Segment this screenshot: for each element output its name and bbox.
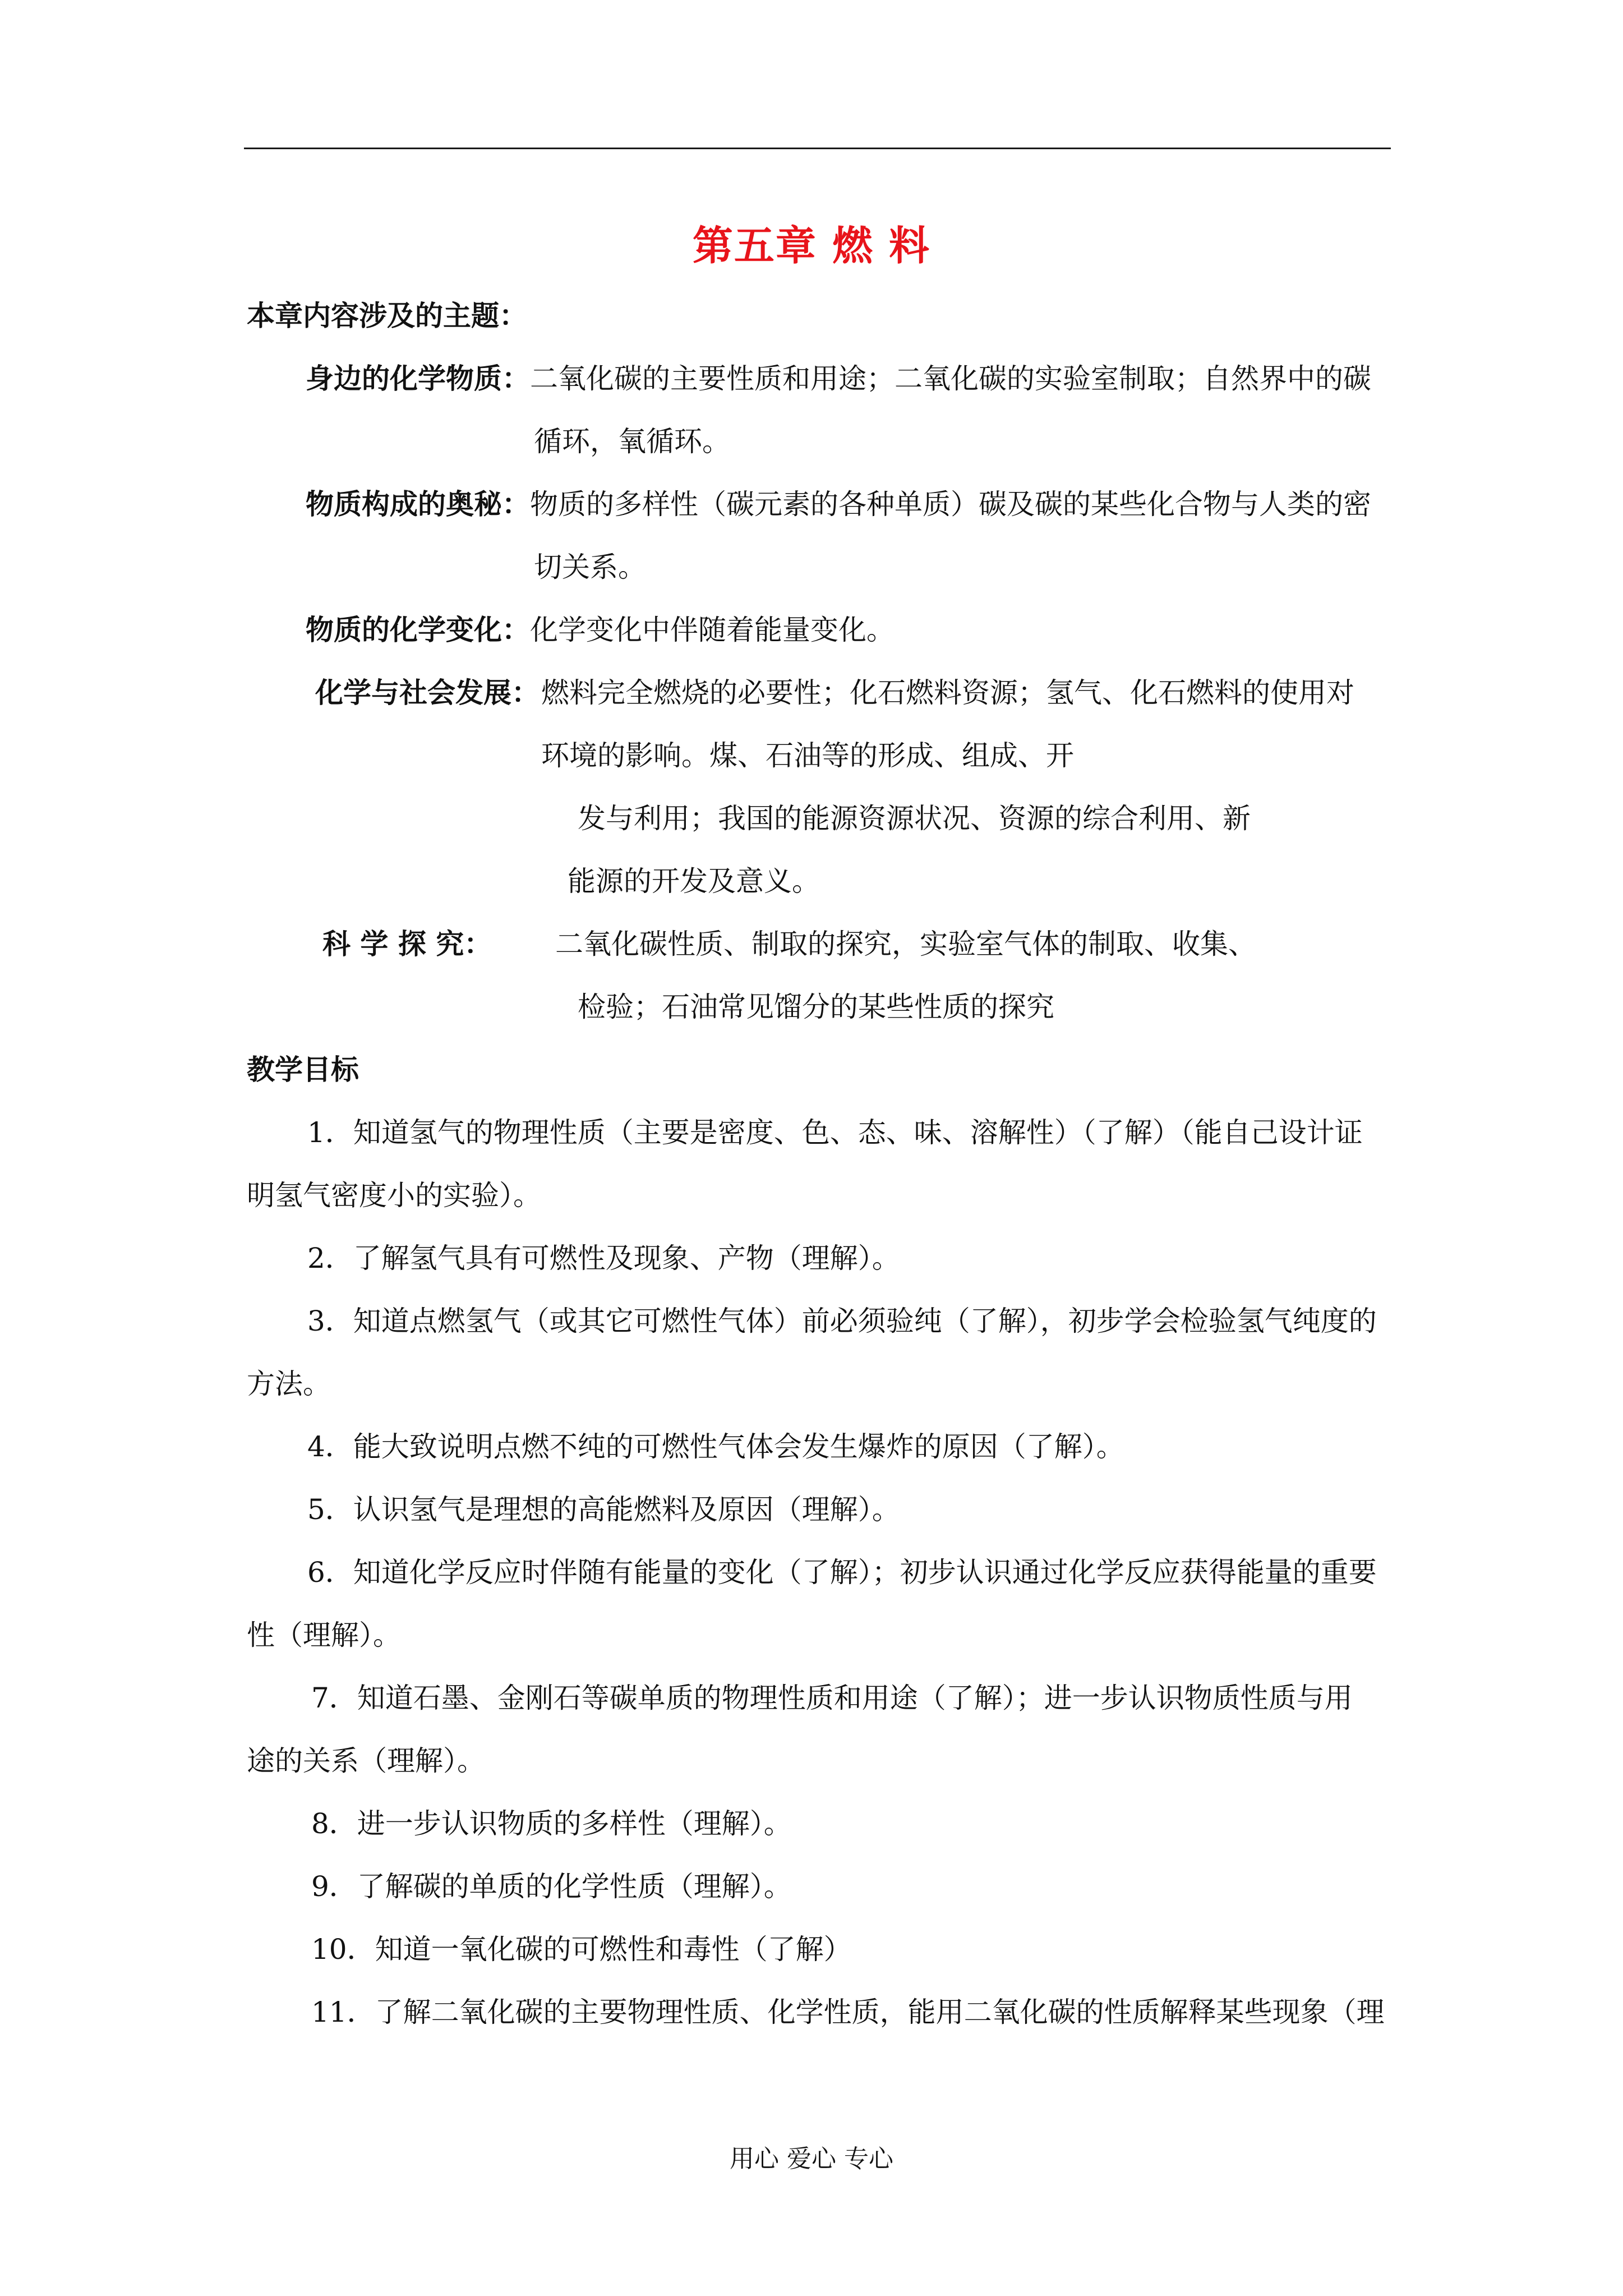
theme-line: 化学变化中伴随着能量变化。	[530, 614, 895, 646]
objective-line: 3．知道点燃氢气（或其它可燃性气体）前必须验纯（了解），初步学会检验氢气纯度的	[307, 1305, 1377, 1337]
theme-line: 燃料完全燃烧的必要性；化石燃料资源；氢气、化石燃料的使用对	[541, 677, 1354, 709]
theme-label-4: 化学与社会发展：	[315, 676, 540, 709]
objective-line: 5．认识氢气是理想的高能燃料及原因（理解）。	[307, 1493, 900, 1526]
objective-line: 4．能大致说明点燃不纯的可燃性气体会发生爆炸的原因（了解）。	[307, 1430, 1124, 1463]
objective-line: 方法。	[247, 1368, 331, 1400]
objective-line: 途的关系（理解）。	[247, 1745, 485, 1777]
page-footer: 用心 爱心 专心	[730, 2145, 893, 2173]
theme-label-5: 科 学 探 究：	[322, 927, 492, 960]
objective-line: 明氢气密度小的实验）。	[247, 1179, 541, 1212]
objective-line: 11．了解二氧化碳的主要物理性质、化学性质，能用二氧化碳的性质解释某些现象（理	[311, 1996, 1385, 2028]
objective-line: 1．知道氢气的物理性质（主要是密度、色、态、味、溶解性）（了解）（能自己设计证	[307, 1116, 1363, 1149]
objectives-heading: 教学目标	[247, 1053, 359, 1086]
theme-label-1: 身边的化学物质：	[306, 362, 530, 395]
objective-line: 8．进一步认识物质的多样性（理解）。	[311, 1807, 792, 1840]
theme-label-2: 物质构成的奥秘：	[306, 487, 530, 521]
chapter-title: 第五章 燃 料	[692, 222, 931, 269]
objective-line: 2．了解氢气具有可燃性及现象、产物（理解）。	[307, 1242, 900, 1274]
theme-line: 能源的开发及意义。	[568, 865, 820, 898]
theme-line: 检验；石油常见馏分的某些性质的探究	[578, 991, 1054, 1023]
theme-line: 环境的影响。煤、石油等的形成、组成、开	[541, 739, 1074, 772]
objective-line: 10．知道一氧化碳的可燃性和毒性（了解）	[311, 1933, 852, 1966]
themes-heading: 本章内容涉及的主题：	[247, 299, 527, 332]
objective-line: 6．知道化学反应时伴随有能量的变化（了解）；初步认识通过化学反应获得能量的重要	[307, 1556, 1377, 1589]
objective-line: 9．了解碳的单质的化学性质（理解）。	[311, 1870, 792, 1903]
header-rule	[244, 148, 1391, 149]
theme-line: 二氧化碳的主要性质和用途；二氧化碳的实验室制取；自然界中的碳	[530, 362, 1371, 395]
theme-label-3: 物质的化学变化：	[306, 613, 530, 646]
theme-line: 二氧化碳性质、制取的探究，实验室气体的制取、收集、	[555, 928, 1256, 960]
objective-line: 性（理解）。	[247, 1619, 401, 1651]
theme-line: 发与利用；我国的能源资源状况、资源的综合利用、新	[578, 802, 1251, 835]
theme-line: 切关系。	[534, 551, 646, 583]
objective-line: 7．知道石墨、金刚石等碳单质的物理性质和用途（了解）；进一步认识物质性质与用	[311, 1682, 1353, 1714]
theme-line: 物质的多样性（碳元素的各种单质）碳及碳的某些化合物与人类的密	[530, 488, 1371, 521]
theme-line: 循环，氧循环。	[534, 425, 730, 458]
